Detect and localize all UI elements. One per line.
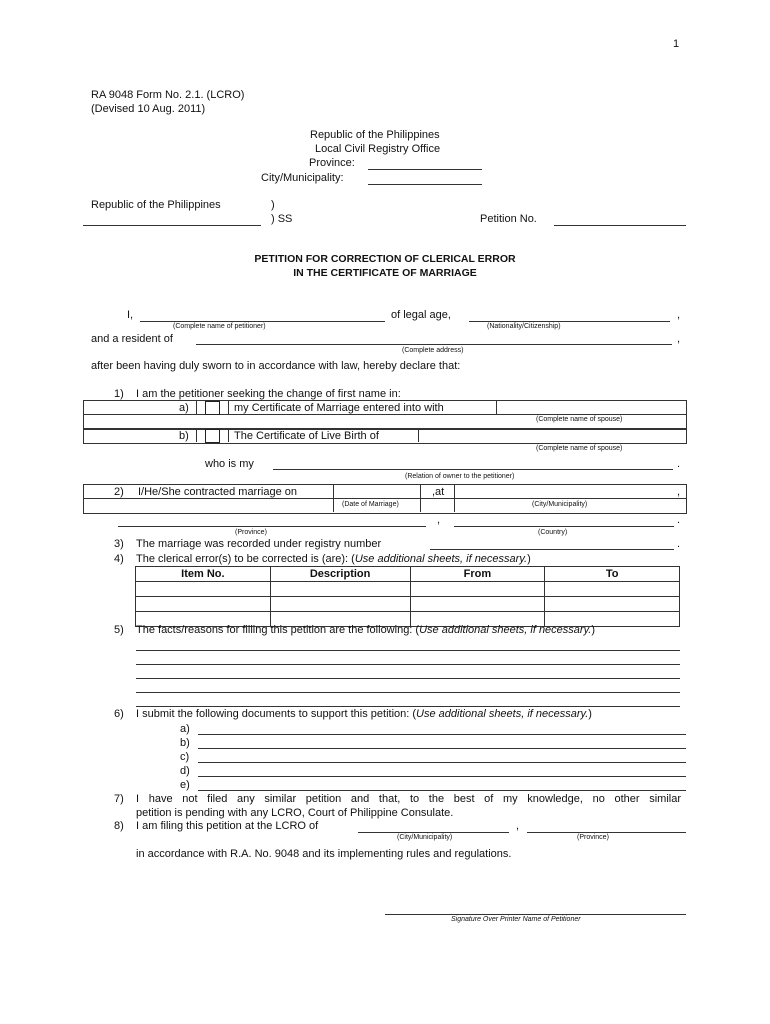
table-cell[interactable] — [136, 582, 271, 597]
relation-field[interactable] — [273, 469, 673, 470]
item1b-text: The Certificate of Live Birth of — [234, 430, 379, 442]
item1b-label: b) — [179, 430, 189, 442]
item7-number: 7) — [114, 793, 124, 805]
table-cell[interactable] — [270, 582, 410, 597]
item3-period: . — [677, 538, 681, 550]
country-period: . — [677, 514, 681, 526]
petition-no-field[interactable] — [554, 225, 686, 226]
item4-text — [136, 553, 531, 565]
venue-paren: ) — [271, 199, 275, 211]
doc-letter-e: e) — [180, 779, 190, 791]
who-is-my-label: who is my — [205, 458, 254, 470]
item2-number: 2) — [114, 486, 124, 498]
item1a-text: my Certificate of Marriage entered into with — [234, 402, 444, 414]
venue-line[interactable] — [83, 225, 261, 226]
item1b-col2 — [228, 428, 229, 442]
table-cell[interactable] — [136, 597, 271, 612]
intro-legal-age: of legal age, — [391, 309, 451, 321]
nationality-caption: (Nationality/Citizenship) — [487, 323, 561, 330]
item1b-col3 — [418, 428, 419, 442]
item8-text: I am filing this petition at the LCRO of — [136, 820, 319, 832]
relation-period: . — [677, 458, 681, 470]
col-description: Description — [270, 567, 410, 582]
table-cell[interactable] — [545, 597, 680, 612]
item1a-col2 — [228, 400, 229, 414]
table-cell[interactable] — [545, 582, 680, 597]
doc-letter-a: a) — [180, 723, 190, 735]
doc-line-d[interactable] — [198, 776, 686, 777]
lcro-city-field[interactable] — [358, 832, 509, 833]
table-cell[interactable] — [410, 597, 545, 612]
item1a-checkbox[interactable] — [205, 401, 220, 415]
col-to: To — [545, 567, 680, 582]
address-field[interactable] — [196, 344, 672, 345]
item5-close: ) — [591, 624, 595, 636]
col-from: From — [410, 567, 545, 582]
item8-comma: , — [516, 820, 520, 832]
table-cell[interactable] — [270, 597, 410, 612]
doc-line-e[interactable] — [198, 790, 686, 791]
item7-line2: petition is pending with any LCRO, Court of Philippine Consulate. — [136, 807, 454, 819]
table-row — [136, 582, 680, 597]
form-code: RA 9048 Form No. 2.1. (LCRO) — [91, 89, 245, 101]
title-line1: PETITION FOR CORRECTION OF CLERICAL ERROR — [254, 253, 516, 265]
petition-no-label: Petition No. — [480, 213, 537, 225]
item1a-label: a) — [179, 402, 189, 414]
header-lcro: Local Civil Registry Office — [315, 143, 441, 155]
city-label: City/Municipality: — [261, 172, 344, 184]
city-field[interactable] — [368, 184, 482, 185]
item6-close: ) — [588, 708, 592, 720]
reason-line[interactable] — [136, 706, 680, 707]
table-row — [136, 597, 680, 612]
item1b-col1 — [196, 428, 197, 442]
item2-text: I/He/She contracted marriage on — [138, 486, 297, 498]
venue-republic: Republic of the Philippines — [91, 199, 221, 211]
doc-letter-d: d) — [180, 765, 190, 777]
lcro-province-caption: (Province) — [577, 834, 609, 841]
lcro-city-caption: (City/Municipality) — [397, 834, 453, 841]
doc-line-b[interactable] — [198, 748, 686, 749]
item3-text: The marriage was recorded under registry number — [136, 538, 382, 550]
country-field[interactable] — [454, 526, 674, 527]
intro-i: I, — [127, 309, 134, 321]
item2-divider — [84, 498, 686, 499]
item4-text-main: The clerical error(s) to be corrected is (are): ( — [136, 553, 355, 565]
page-number: 1 — [673, 38, 680, 50]
registry-number-field[interactable] — [430, 549, 674, 550]
relation-caption: (Relation of owner to the petitioner) — [405, 473, 515, 480]
item4-italic: Use additional sheets, if necessary. — [354, 553, 528, 565]
item1b-checkbox[interactable] — [205, 429, 220, 443]
reason-line[interactable] — [136, 650, 680, 651]
item1a-divider — [84, 414, 686, 415]
item2-comma: , — [677, 486, 681, 498]
errors-header-row — [136, 567, 680, 582]
table-cell[interactable] — [410, 582, 545, 597]
item2-col2 — [420, 484, 421, 512]
item1a-col1 — [196, 400, 197, 414]
item1a-caption: (Complete name of spouse) — [536, 416, 623, 423]
petitioner-caption: (Complete name of petitioner) — [173, 323, 266, 330]
title-line2: IN THE CERTIFICATE OF MARRIAGE — [293, 267, 477, 279]
petitioner-name-field[interactable] — [140, 321, 385, 322]
item2-col3 — [454, 484, 455, 512]
col-item-no: Item No. — [136, 567, 271, 582]
address-caption: (Complete address) — [402, 347, 464, 354]
city-caption: (City/Municipality) — [532, 501, 588, 508]
item1b-caption: (Complete name of spouse) — [536, 445, 623, 452]
reason-line[interactable] — [136, 692, 680, 693]
country-caption: (Country) — [538, 529, 568, 536]
reason-line[interactable] — [136, 664, 680, 665]
venue-ss: ) SS — [271, 213, 293, 225]
doc-line-c[interactable] — [198, 762, 686, 763]
item1a-col3 — [496, 400, 497, 414]
resident-of-label: and a resident of — [91, 333, 173, 345]
item5-text-main: The facts/reasons for filling this petition are the following: ( — [136, 624, 420, 636]
item6-text-main: I submit the following documents to support this petition: ( — [136, 708, 417, 720]
item5-italic: Use additional sheets, if necessary. — [419, 624, 592, 636]
item5-number: 5) — [114, 624, 124, 636]
item1-text: I am the petitioner seeking the change of first name in: — [136, 388, 401, 400]
item4-number: 4) — [114, 553, 124, 565]
item6-number: 6) — [114, 708, 124, 720]
item2-col1 — [333, 484, 334, 512]
form-revision: (Devised 10 Aug. 2011) — [91, 103, 206, 115]
item6-text — [136, 708, 592, 720]
sworn-statement: after been having duly sworn to in accordance with law, hereby declare that: — [91, 360, 461, 372]
item2-at: ,at — [432, 486, 445, 498]
province-field[interactable] — [368, 169, 482, 170]
province-label: Province: — [309, 157, 355, 169]
province-comma: , — [437, 514, 441, 526]
doc-letter-c: c) — [180, 751, 190, 763]
item7-line1: I have not filed any similar petition and that, to the best of my knowledge, no other similar — [136, 793, 681, 805]
item1b-box — [83, 428, 687, 444]
nationality-field[interactable] — [469, 321, 670, 322]
province-field-2[interactable] — [118, 526, 426, 527]
signature-caption: Signature Over Printer Name of Petitioner — [451, 916, 581, 923]
header-republic: Republic of the Philippines — [310, 129, 440, 141]
date-caption: (Date of Marriage) — [342, 501, 399, 508]
reason-line[interactable] — [136, 678, 680, 679]
item6-italic: Use additional sheets, if necessary. — [416, 708, 589, 720]
item8-number: 8) — [114, 820, 124, 832]
doc-line-a[interactable] — [198, 734, 686, 735]
item5-text — [136, 624, 595, 636]
doc-letter-b: b) — [180, 737, 190, 749]
item4-close: ) — [527, 553, 531, 565]
lcro-province-field[interactable] — [527, 832, 686, 833]
item1-number: 1) — [114, 388, 124, 400]
intro-comma: , — [677, 309, 681, 321]
province-caption: (Province) — [235, 529, 267, 536]
item8-closing: in accordance with R.A. No. 9048 and its implementing rules and regulations. — [136, 848, 512, 860]
errors-table — [135, 566, 680, 627]
address-comma: , — [677, 333, 681, 345]
signature-line[interactable] — [385, 914, 686, 915]
item3-number: 3) — [114, 538, 124, 550]
